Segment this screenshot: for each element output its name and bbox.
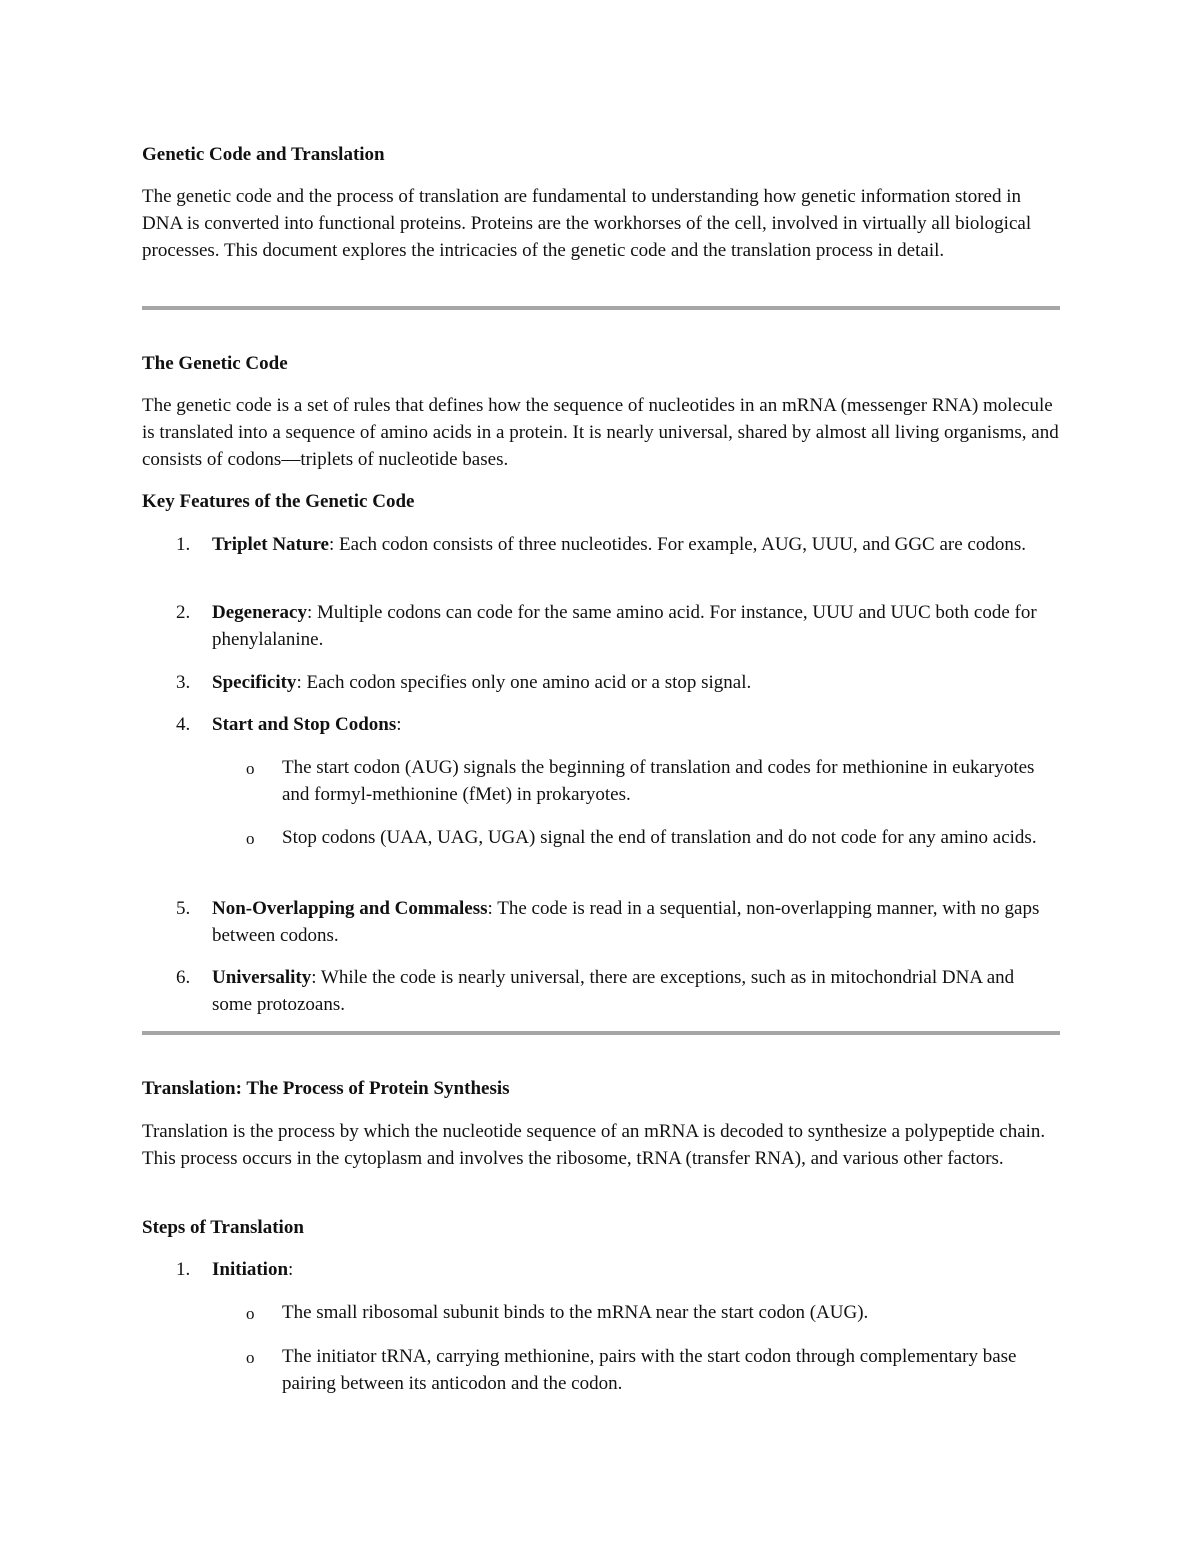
translation-heading: Translation: The Process of Protein Synthesis [142,1078,510,1099]
list-item-term: Non-Overlapping and Commaless [212,898,488,919]
translation-paragraph: Translation is the process by which the nucleotide sequence of an mRNA is decoded to synthesize a polypeptide chain. This process occurs in the cytoplasm and involves the ribosome, tRNA (transfer RNA), and various other factors. [142,1121,1046,1169]
bullet-marker: o [246,1348,255,1367]
sub-list-item: The initiator tRNA, carrying methionine, pairs with the start codon through complementary base pairing between its anticodon and the codon. [282,1346,1017,1394]
list-item-term: Start and Stop Codons [212,714,397,735]
list-item-text: : The code is read in a sequential, non-overlapping manner, with no gaps between codons. [212,898,1040,946]
list-item-text: : While the code is nearly universal, there are exceptions, such as in mitochondrial DNA and some protozoans. [212,967,1015,1015]
intro-paragraph: The genetic code and the process of translation are fundamental to understanding how genetic information stored in DNA is converted into functional proteins. Proteins are the workhorses of the cell, involved in virtually all biological processes. This document explores the intricacies of the genetic code and the translation process in detail. [142,186,1032,261]
list-number: 3. [176,672,191,693]
sub-list-item: The small ribosomal subunit binds to the mRNA near the start codon (AUG). [282,1302,869,1323]
genetic-code-heading: The Genetic Code [142,353,288,374]
list-item [212,531,1052,558]
bullet-marker: o [246,1304,255,1323]
list-item [212,1256,1052,1283]
list-number: 1. [176,534,191,555]
section-divider [142,1031,1060,1035]
list-item-text: : Each codon specifies only one amino acid or a stop signal. [296,672,752,693]
bullet-marker: o [246,829,255,848]
list-item [212,599,1052,653]
sub-list-item: The start codon (AUG) signals the beginning of translation and codes for methionine in eukaryotes and formyl-methionine (fMet) in prokaryotes. [282,757,1035,805]
list-number: 2. [176,602,191,623]
list-item [212,895,1052,949]
list-item-term: Initiation [212,1259,289,1280]
key-features-heading: Key Features of the Genetic Code [142,491,415,512]
list-number: 4. [176,714,191,735]
list-item-text: : Each codon consists of three nucleotides. For example, AUG, UUU, and GGC are codons. [328,534,1027,555]
steps-heading: Steps of Translation [142,1217,304,1238]
list-item [212,669,1052,696]
list-number: 6. [176,967,191,988]
list-item-term: Universality [212,967,312,988]
document-title: Genetic Code and Translation [142,144,385,165]
list-item-text: : Multiple codons can code for the same amino acid. For instance, UUU and UUC both code for phenylalanine. [212,602,1037,650]
bullet-marker: o [246,759,255,778]
list-item [212,964,1052,1018]
list-number: 5. [176,898,191,919]
list-number: 1. [176,1259,191,1280]
list-item-term: Degeneracy [212,602,307,623]
list-item-text: : [396,714,402,735]
sub-list-item: Stop codons (UAA, UAG, UGA) signal the end of translation and do not code for any amino acids. [282,827,1037,848]
list-item-term: Specificity [212,672,297,693]
genetic-code-paragraph: The genetic code is a set of rules that defines how the sequence of nucleotides in an mRNA (messenger RNA) molecule is translated into a sequence of amino acids in a protein. It is nearly universal, shared by almost all living organisms, and consists of codons—triplets of nucleotide bases. [142,395,1059,470]
section-divider [142,306,1060,310]
list-item [212,711,1052,738]
list-item-term: Triplet Nature [212,534,329,555]
list-item-text: : [288,1259,294,1280]
